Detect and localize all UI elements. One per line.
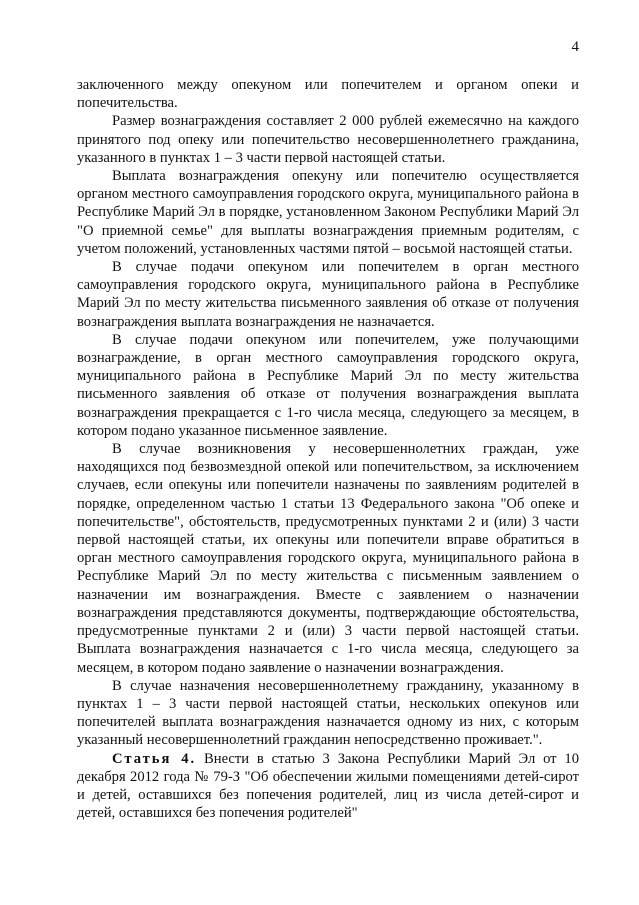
- paragraph-termination: В случае подачи опекуном или попечителем, уже получающими вознаграждение, в орган местного самоуправления городского округа, муниципального района в Республике Марий Эл по месту жительства письменного заявления об отказе от получения вознаграждения выплата вознаграждения прекращается с 1-го числа месяца, следующего за месяцем, в котором подано указанное письменное заявление.: [77, 331, 579, 439]
- paragraph-reward-payment: Выплата вознаграждения опекуну или попечителю осуществляется органом местного самоуправления городского округа, муниципального района в Республике Марий Эл в порядке, установленном Законом Республики Марий Эл "О приемной семье" для выплаты вознаграждения приемным родителям, с учетом положений, установленных частями пятой – восьмой настоящей статьи.: [77, 168, 579, 257]
- article-text: Внести в статью 3 Закона Республики Марий Эл от 10 декабря 2012 года № 79-З "Об обеспечении жилыми помещениями детей-сирот и детей, оставшихся без попечения родителей, лиц из числа детей-сирот и детей, оставшихся без попечения родителей": [77, 750, 579, 822]
- paragraph-new-circumstances: В случае возникновения у несовершеннолетних граждан, уже находящихся под безвозмездной опекой или попечительством, за исключением случаев, если опекуны или попечители назначены по заявлениям родителей в порядке, определенном частью 1 статьи 13 Федерального закона "Об опеке и попечительстве", обстоятельств, предусмотренных пунктами 2 и (или) 3 части первой настоящей статьи, их опекуны или попечители вправе обратиться в орган местного самоуправления городского округа, муниципального района в Республике Марий Эл по месту жительства с письменным заявлением о назначении им вознаграждения. Вместе с заявлением о назначении вознаграждения представляются документы, подтверждающие обстоятельства, предусмотренные пунктами 2 и (или) 3 части первой настоящей статьи. Выплата вознаграждения назначается с 1-го числа месяца, следующего за месяцем, в котором подано заявление о назначении вознаграждения.: [77, 441, 579, 676]
- document-body: [77, 76, 579, 822]
- paragraph-reward-amount: Размер вознаграждения составляет 2 000 рублей ежемесячно на каждого принятого под опеку или попечительство несовершеннолетнего гражданина, указанного в пунктах 1 – 3 части первой настоящей статьи.: [77, 113, 579, 166]
- article-4-paragraph: [77, 750, 579, 823]
- paragraph-refusal: В случае подачи опекуном или попечителем в орган местного самоуправления городского округа, муниципального района в Республике Марий Эл по месту жительства письменного заявления об отказе от получения вознаграждения выплата вознаграждения не назначается.: [77, 259, 579, 330]
- paragraph-multiple-guardians: В случае назначения несовершеннолетнему гражданину, указанному в пунктах 1 – 3 части первой настоящей статьи, нескольких опекунов или попечителей выплата вознаграждения назначается одному из них, с которым указанный несовершеннолетний гражданин непосредственно проживает.".: [77, 677, 579, 749]
- article-heading: Статья 4.: [112, 750, 197, 767]
- paragraph-continuation: заключенного между опекуном или попечителем и органом опеки и попечительства.: [77, 77, 579, 112]
- page-number: 4: [571, 39, 579, 55]
